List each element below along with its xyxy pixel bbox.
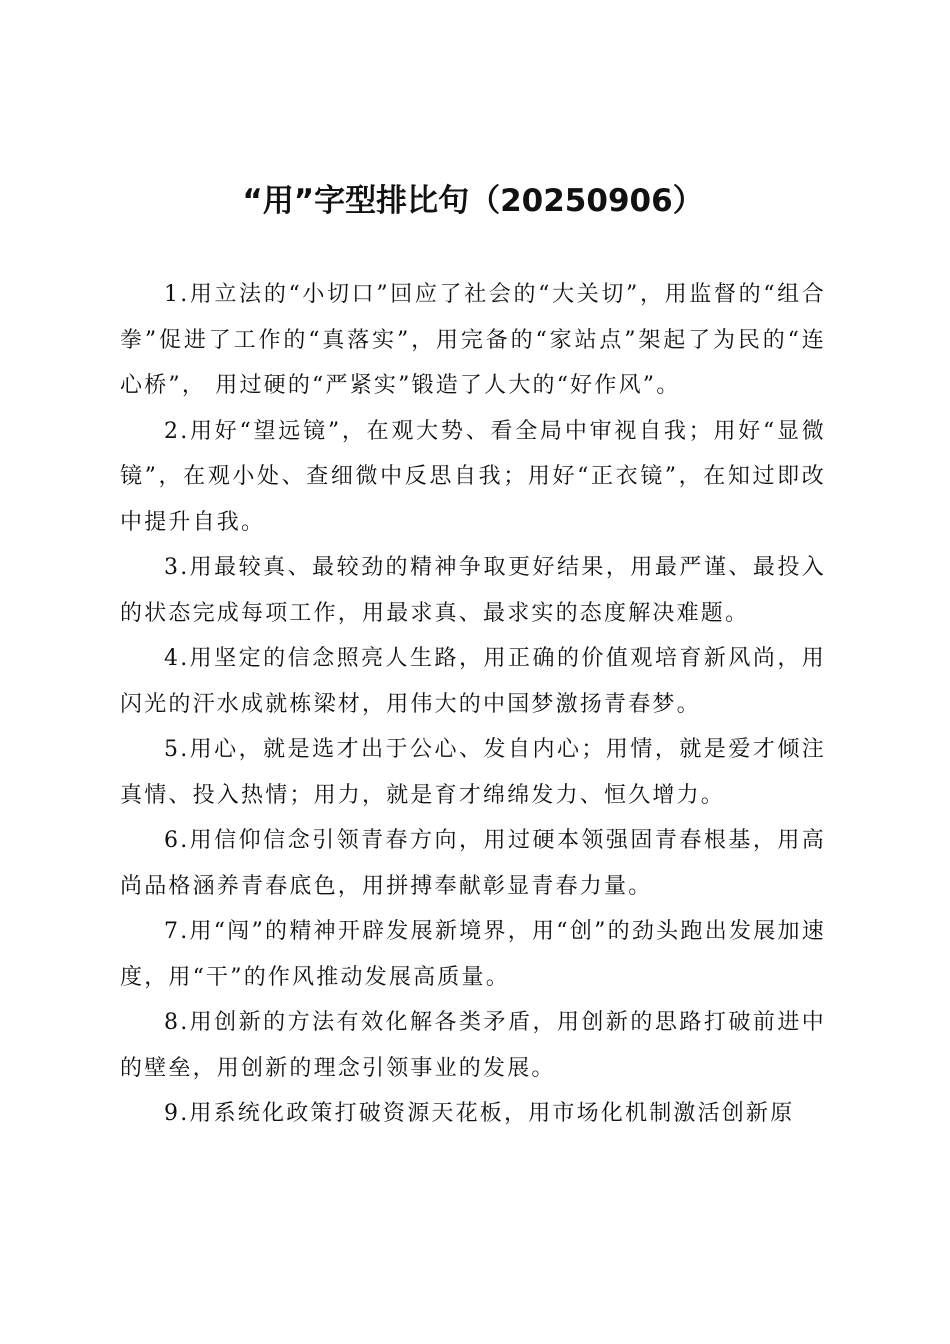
paragraph-8: 8.用创新的方法有效化解各类矛盾，用创新的思路打破前进中的壁垒，用创新的理念引领事业的发展。 — [120, 1010, 826, 1081]
paragraph-6: 6.用信仰信念引领青春方向，用过硬本领强固青春根基，用高尚品格涵养青春底色，用拼搏奉献彰显青春力量。 — [120, 828, 826, 899]
paragraph-5: 5.用心，就是选才出于公心、发自内心；用情，就是爱才倾注真情、投入热情；用力，就是育才绵绵发力、恒久增力。 — [120, 737, 826, 808]
paragraph-1: 1.用立法的“小切口”回应了社会的“大关切”，用监督的“组合拳”促进了工作的“真落实”，用完备的“家站点”架起了为民的“连心桥”， 用过硬的“严紧实”锻造了人大的“好作风”。 — [120, 282, 826, 398]
document-body — [120, 272, 826, 1137]
paragraph-3: 3.用最较真、最较劲的精神争取更好结果，用最严谨、最投入的状态完成每项工作，用最求真、最求实的态度解决难题。 — [120, 555, 826, 626]
paragraph-9: 9.用系统化政策打破资源天花板，用市场化机制激活创新原 — [164, 1101, 795, 1126]
page-title: “用”字型排比句（20250906） — [242, 183, 704, 219]
paragraph-4: 4.用坚定的信念照亮人生路，用正确的价值观培育新风尚，用闪光的汗水成就栋梁材，用伟大的中国梦激扬青春梦。 — [120, 646, 826, 717]
paragraph-2: 2.用好“望远镜”，在观大势、看全局中审视自我；用好“显微镜”，在观小处、查细微中反思自我；用好“正衣镜”，在知过即改中提升自我。 — [120, 418, 826, 535]
paragraph-7: 7.用“闯”的精神开辟发展新境界，用“创”的劲头跑出发展加速度，用“干”的作风推动发展高质量。 — [120, 919, 826, 990]
